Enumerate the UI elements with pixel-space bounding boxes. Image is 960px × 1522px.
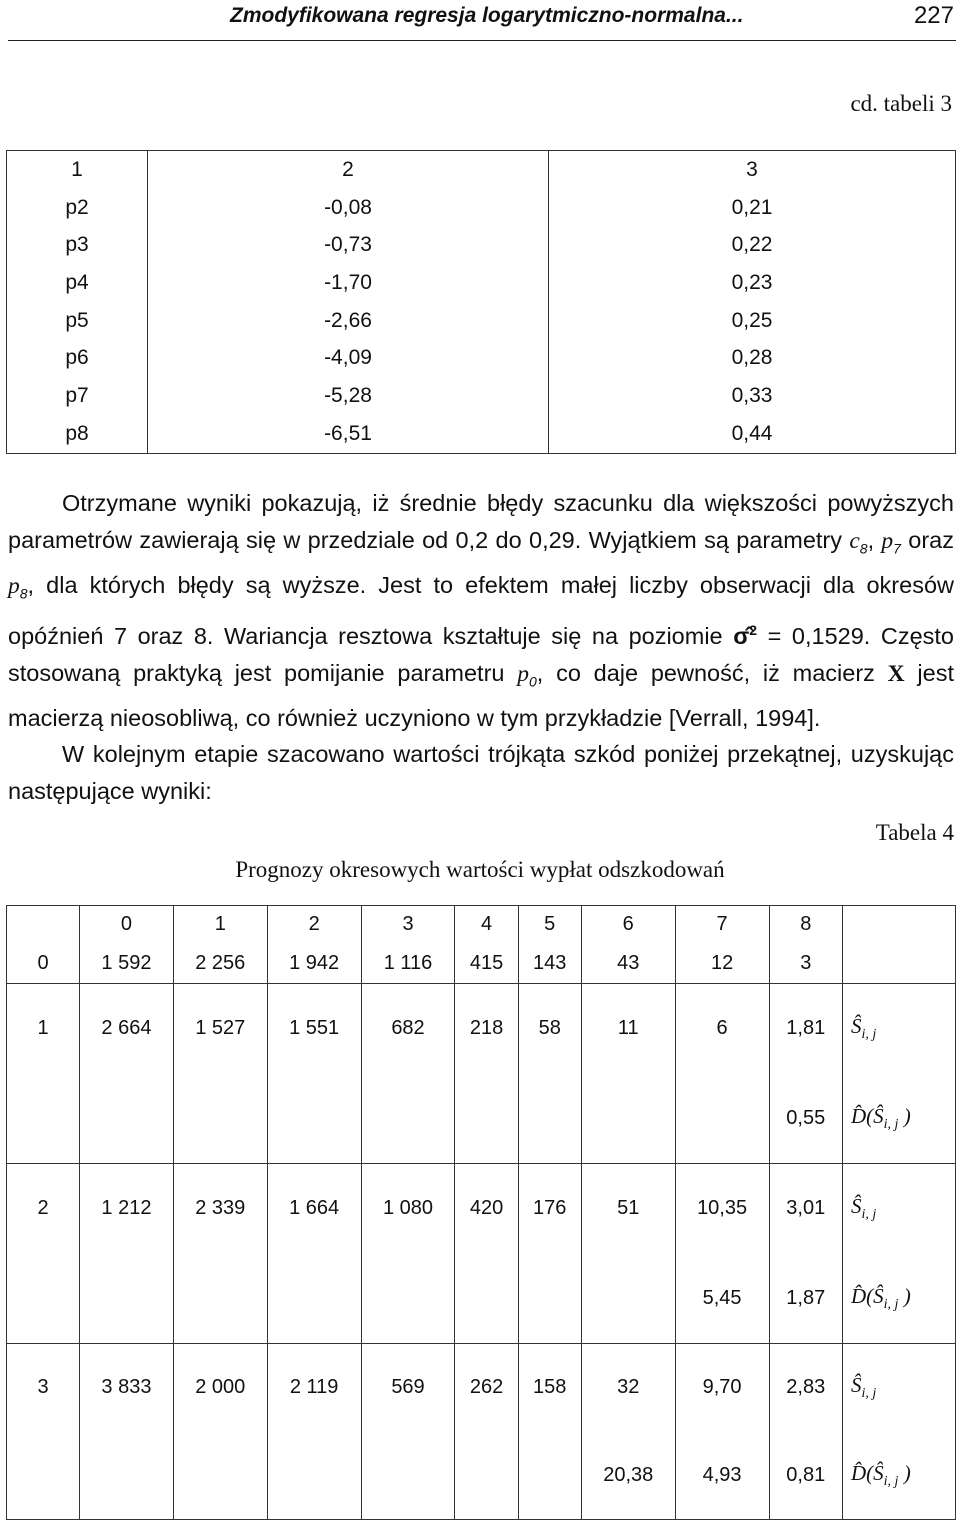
table-cell: 6 <box>675 984 769 1074</box>
table-cell <box>361 1074 455 1164</box>
table-cell <box>7 1432 80 1520</box>
subscript: i, j <box>883 1116 899 1132</box>
subscript: i, j <box>883 1296 899 1312</box>
symbol-sigma: σ̂ <box>733 622 750 649</box>
label-d-hat <box>843 1074 956 1164</box>
table-cell: 2 664 <box>80 984 174 1074</box>
text-span: , dla których błędy są wyższe. Jest to efektem małej liczby obserwacji dla okresów opóźnień 7 oraz 8. Wariancja resztowa kształtuje się na poziomie <box>8 571 954 649</box>
table-cell <box>518 1074 581 1164</box>
table-cell: 12 <box>675 944 769 984</box>
symbol-c: c <box>849 527 860 554</box>
table-cell: 2 339 <box>173 1164 267 1254</box>
table-row <box>7 984 956 1074</box>
table-cell: p8 <box>7 415 148 453</box>
table-cell <box>173 1074 267 1164</box>
table-cell: 1 664 <box>267 1164 361 1254</box>
table-cell: 143 <box>518 944 581 984</box>
table-cell: 0,33 <box>549 377 956 415</box>
subscript: 8 <box>859 540 868 557</box>
table-cell: -5,28 <box>148 377 549 415</box>
label-d-hat <box>843 1432 956 1520</box>
table-cell: 58 <box>518 984 581 1074</box>
table-cell: 0,23 <box>549 264 956 302</box>
table-cell <box>675 1074 769 1164</box>
table-cell <box>455 1254 518 1344</box>
table-cell: 1 080 <box>361 1164 455 1254</box>
table-cell: 420 <box>455 1164 518 1254</box>
superscript: 2 <box>749 622 758 639</box>
table-cell: 43 <box>581 944 675 984</box>
label-symbol: ) <box>898 1460 911 1485</box>
table-continuation-label: cd. tabeli 3 <box>850 91 952 116</box>
running-title: Zmodyfikowana regresja logarytmiczno-normalna... <box>230 4 744 27</box>
table-cell <box>518 1432 581 1520</box>
table-cell: p6 <box>7 339 148 377</box>
table-cell: 5,45 <box>675 1254 769 1344</box>
paragraph <box>8 485 954 736</box>
table-cell: 2 256 <box>173 944 267 984</box>
table-cell <box>581 1254 675 1344</box>
subscript: i, j <box>861 1386 877 1402</box>
paragraph: W kolejnym etapie szacowano wartości trójkąta szkód poniżej przekątnej, uzyskując następujące wyniki: <box>8 741 954 805</box>
table-cell: -0,08 <box>148 189 549 227</box>
table-row <box>7 226 956 264</box>
table-cell: p3 <box>7 226 148 264</box>
table-cell: -2,66 <box>148 302 549 340</box>
subscript: 7 <box>893 540 901 557</box>
label-symbol: ) <box>898 1283 911 1308</box>
table-cell: 3,01 <box>769 1164 842 1254</box>
table-cell: 2,83 <box>769 1344 842 1432</box>
table-row <box>7 1164 956 1254</box>
table-row <box>7 415 956 453</box>
table-cell: 0 <box>7 944 80 984</box>
table-cell: 218 <box>455 984 518 1074</box>
table-row <box>7 302 956 340</box>
table-cell: -1,70 <box>148 264 549 302</box>
label-symbol: ) <box>898 1103 911 1128</box>
table-cell: 1 116 <box>361 944 455 984</box>
table-cell <box>80 1074 174 1164</box>
label-d-hat <box>843 1254 956 1344</box>
table-cell: 1,87 <box>769 1254 842 1344</box>
text-span: = 0,1529. Często stosowaną praktyką jest pomijanie parametru <box>8 622 955 686</box>
table-row <box>7 264 956 302</box>
symbol-p: p <box>881 527 894 554</box>
table-cell: 176 <box>518 1164 581 1254</box>
table-cell: 569 <box>361 1344 455 1432</box>
table-row <box>7 1432 956 1520</box>
table-cell: 0,21 <box>549 189 956 227</box>
table-cell <box>361 1254 455 1344</box>
table-4-caption: Prognozy okresowych wartości wypłat odszkodowań <box>235 857 725 882</box>
symbol-p: p <box>517 660 529 687</box>
table-cell <box>455 1432 518 1520</box>
table-cell <box>267 1254 361 1344</box>
subscript: 8 <box>19 585 28 602</box>
table-cell: 0,28 <box>549 339 956 377</box>
table-cell: 1,81 <box>769 984 842 1074</box>
table-cell: 0,81 <box>769 1432 842 1520</box>
table-cell: 2 000 <box>173 1344 267 1432</box>
table-cell: p7 <box>7 377 148 415</box>
table-cell: 0,44 <box>549 415 956 453</box>
label-symbol: D̂(Ŝ <box>851 1283 884 1308</box>
table-cell <box>843 906 956 944</box>
table-cell: 8 <box>769 906 842 944</box>
label-symbol: Ŝ <box>851 1014 862 1039</box>
running-header <box>8 0 956 41</box>
table-cell: 1 551 <box>267 984 361 1074</box>
table-cell: 4 <box>455 906 518 944</box>
table-cell: 32 <box>581 1344 675 1432</box>
page-number: 227 <box>913 2 954 29</box>
table-cell: 0,25 <box>549 302 956 340</box>
label-symbol: D̂(Ŝ <box>851 1460 884 1485</box>
table-cell: 0,55 <box>769 1074 842 1164</box>
table-row <box>7 1254 956 1344</box>
text-span: , co daje pewność, iż macierz <box>536 659 888 686</box>
table-cell <box>267 1074 361 1164</box>
table-cell: -4,09 <box>148 339 549 377</box>
body-text <box>8 485 954 810</box>
text-span: Otrzymane wyniki pokazują, iż średnie błędy szacunku dla większości powyższych parametrów zawierają się w przedziale od 0,2 do 0,29. Wyjątkiem są parametry <box>8 490 954 553</box>
table-cell: 2 119 <box>267 1344 361 1432</box>
table-cell: 11 <box>581 984 675 1074</box>
label-symbol: D̂(Ŝ <box>851 1103 884 1128</box>
table-cell: 682 <box>361 984 455 1074</box>
table-cell: -0,73 <box>148 226 549 264</box>
table-cell: 3 833 <box>80 1344 174 1432</box>
table-row <box>7 1074 956 1164</box>
table-cell <box>173 1254 267 1344</box>
table-cell: 158 <box>518 1344 581 1432</box>
table-4 <box>6 905 956 1520</box>
table-cell: 3 <box>361 906 455 944</box>
table-cell: 2 <box>148 151 549 189</box>
subscript: i, j <box>883 1473 899 1489</box>
text-span: , <box>867 526 882 553</box>
table-cell: 0 <box>80 906 174 944</box>
table-cell: 1 527 <box>173 984 267 1074</box>
table-cell <box>7 1254 80 1344</box>
table-cell: 1 <box>173 906 267 944</box>
table-cell: 9,70 <box>675 1344 769 1432</box>
table-cell: 1 592 <box>80 944 174 984</box>
table-cell <box>843 944 956 984</box>
table-row <box>7 189 956 227</box>
table-row <box>7 1344 956 1432</box>
table-row <box>7 944 956 984</box>
table-cell <box>267 1432 361 1520</box>
table-cell: 6 <box>581 906 675 944</box>
table-cell <box>581 1074 675 1164</box>
label-s-hat <box>843 984 956 1074</box>
table-cell: 3 <box>7 1344 80 1432</box>
table-cell: 1 942 <box>267 944 361 984</box>
table-row <box>7 339 956 377</box>
table-cell: 3 <box>549 151 956 189</box>
label-s-hat <box>843 1164 956 1254</box>
table-header-row <box>7 906 956 944</box>
subscript: 0 <box>529 673 537 690</box>
table-header-row <box>7 151 956 189</box>
table-row <box>7 377 956 415</box>
table-cell <box>7 1074 80 1164</box>
table-cell <box>80 1254 174 1344</box>
table-cell: 3 <box>769 944 842 984</box>
table-cell <box>80 1432 174 1520</box>
table-cell: 1 <box>7 984 80 1074</box>
symbol-p: p <box>8 572 20 599</box>
table-cell: 10,35 <box>675 1164 769 1254</box>
table-cell: 2 <box>267 906 361 944</box>
table-cell <box>7 906 80 944</box>
table-cell: p4 <box>7 264 148 302</box>
table-3 <box>6 150 956 454</box>
table-cell <box>173 1432 267 1520</box>
table-cell: 51 <box>581 1164 675 1254</box>
table-cell: 415 <box>455 944 518 984</box>
table-cell: p5 <box>7 302 148 340</box>
label-symbol: Ŝ <box>851 1373 862 1398</box>
subscript: i, j <box>861 1207 877 1223</box>
table-cell: 1 <box>7 151 148 189</box>
table-cell: 7 <box>675 906 769 944</box>
table-cell: 2 <box>7 1164 80 1254</box>
table-cell <box>361 1432 455 1520</box>
table-cell: -6,51 <box>148 415 549 453</box>
text-span: jest macierzą nieosobliwą, co również uczyniono w tym przykładzie [Verrall, 1994]. <box>8 659 954 731</box>
label-symbol: Ŝ <box>851 1194 862 1219</box>
table-cell: 0,22 <box>549 226 956 264</box>
label-s-hat <box>843 1344 956 1432</box>
text-span: oraz <box>900 526 955 553</box>
table-cell <box>518 1254 581 1344</box>
table-cell: 4,93 <box>675 1432 769 1520</box>
symbol-matrix-x: X <box>887 660 905 687</box>
table-cell: p2 <box>7 189 148 227</box>
table-4-label: Tabela 4 <box>875 820 954 845</box>
table-cell: 262 <box>455 1344 518 1432</box>
table-cell: 5 <box>518 906 581 944</box>
subscript: i, j <box>861 1027 877 1043</box>
table-cell: 20,38 <box>581 1432 675 1520</box>
table-cell: 1 212 <box>80 1164 174 1254</box>
table-cell <box>455 1074 518 1164</box>
